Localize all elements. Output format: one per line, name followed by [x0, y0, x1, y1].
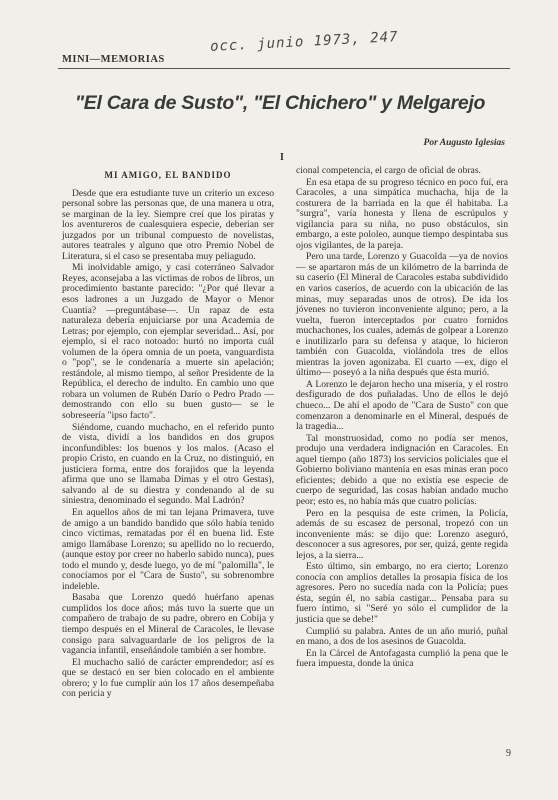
paragraph: Pero en la pesquisa de este crimen, la Policía, además de su escasez de personal, tropezó con un inconveniente más: se dijo que: Lorenzo aseguró, desconocer a sus agresores, por ser, quizá, gente regida lejos, a la sierra... [296, 507, 508, 561]
section-divider [58, 68, 510, 69]
page-number: 9 [506, 748, 511, 759]
paragraph: El muchacho salió de carácter emprendedor; así es que se destacó en ser bien colocado en el ambiente obrero; y lo fue cumplir aún los 17 años desempeñaba con pericia y [62, 656, 274, 700]
paragraph: cional competencia, el cargo de oficial de obras. [296, 165, 481, 176]
paragraph: Tal monstruosidad, como no podía ser menos, produjo una verdadera indignación en Caracoles. En aquel tiempo (año 1873) los servicios policiales que el Gobierno boliviano mantenía en esas minas eran poco eficientes; debido a que no existía ese especie de cuerpo de seguridad, las cosas habían andado mucho peor; esto es, no había más que cuatro policías. [296, 432, 508, 507]
paragraph: Desde que era estudiante tuve un criterio un exceso personal sobre las personas que, de una manera u otra, se marginan de la ley. Siempre creí que los piratas y los aventureros de cualesquiera especie, deberían ser juzgados por un tribunal compuesto de novelistas, autores teatrales y alguno que otro Premio Nobel de Literatura, si el caso se presentaba muy peliagudo. [62, 187, 274, 262]
paragraph: Esto último, sin embargo, no era cierto; Lorenzo conocía con amplios detalles la prosapia física de los agresores. Pero no sucedía nada con la Policía; pues ésta, según él, no sabía castigar... Pensaba para su fuero íntimo, si "Seré yo sólo el cumplidor de la justicia que se debe!" [296, 561, 508, 625]
part-number: I [280, 152, 284, 163]
right-column [296, 166, 508, 671]
paragraph: Pero una tarde, Lorenzo y Guacolda —ya de novios— se apartaron más de un kilómetro de la barrinda de su caserío (El Mineral de Caracoles estaba subdividido en varios caseríos, de acuerdo con la ubicación de las minas, muy separadas unos de otros). De ida los jóvenes no tuvieron inconveniente alguno; pero, a la vuelta, fueron interceptados por cuatro fornidos muchachones, los cuales, además de golpear a Lorenzo e inutilizarlo para su defensa y ataque, lo hicieron también con Guacolda, violándola tres de ellos mientras la joven agonizaba. El cuarto —ex, digo el último— poseyó a la niña después que ésta murió. [296, 251, 508, 379]
paragraph: Siéndome, cuando muchacho, en el referido punto de vista, dividí a los bandidos en dos grupos inconfundibles: los buenos y los malos. (Acaso el propio Cristo, en cuando en la Cruz, no distinguió, en justiciera forma, entre dos forajidos que la leyenda afirma que uno se llamaba Dimas y el otro Gestas), salvando al de su diestra y condenando al de su siniestra, denominado el segundo. Mal Ladrón? [62, 421, 274, 507]
paragraph: En la Cárcel de Antofagasta cumplió la pena que le fuera impuesta, donde la única [296, 647, 508, 670]
paragraph: Cumplió su palabra. Antes de un año murió, puñal en mano, a dos de los asesinos de Guacolda. [296, 625, 508, 648]
paragraph: Basaba que Lorenzo quedó huérfano apenas cumplidos los doce años; más tuvo la suerte que un compañero de trabajo de su padre, obrero en Cobija y tiempo después en el Mineral de Caracoles, le llevase consigo para salvaguardarle de los peligros de la vagancia infantil, enseñándole también a ser hombre. [62, 592, 274, 657]
article-byline: Por Augusto Iglesias [423, 138, 505, 148]
paragraph: Mi inolvidable amigo, y casi coterráneo Salvador Reyes, aconsejaba a las víctimas de robos de libros, un procedimiento bastante parecido: "¿Por qué llevar a esos ladrones a un Juzgado de Mayor o Menor Cuantía? —preguntábase—. Un rapaz de esta naturaleza debería enjuiciarse por una Academia de Letras; por ejemplo, con ejemplar severidad... Así, por ejemplo, si el raco notoado: hurtó no importa cuál volumen de la ópera omnia de un poeta, vanguardista o "pop", se le condenaría a muerte sin apelación; restándole, al mismo tiempo, al señor Presidente de la República, el derecho de indulto. En cambio uno que robara un volumen de Rubén Darío o Pedro Prado —demostrando con ello su buen gusto— se le sobreseería "ipso facto". [62, 262, 274, 422]
article-subheading: MI AMIGO, EL BANDIDO [104, 170, 232, 180]
left-column [62, 170, 274, 701]
article-title: "El Cara de Susto", "El Chichero" y Melgarejo [74, 92, 486, 114]
paragraph: En esa etapa de su progreso técnico en poco fuí, era Caracoles, a una simpática muchacha, hija de la costurera de la barriada en la que él habitaba. La "surgra", varía honesta y llena de escrúpulos y vigilancia para su niña, no puso obstáculos, sin embargo, a este pololeo, aunque tiempo despintaba sus ojos vigilantes, de la pareja. [296, 176, 508, 251]
handwritten-note: occ. junio 1973, 247 [209, 29, 399, 55]
paragraph: En aquellos años de mi tan lejana Primavera, tuve de amigo a un bandido bandido que sólo había tenido cinco víctimas, rematadas por él en buena lid. Este amigo llamábase Lorenzo; su apellido no lo recuerdo, (aunque estoy por creer no haberlo sabido nunca), pues todo el mundo y, desde luego, yo de mí "palomilla", le conocíamos por el "Cara de Susto", su sobrenombre indeleble. [62, 506, 274, 592]
section-label: MINI—MEMORIAS [62, 54, 165, 65]
paragraph: A Lorenzo le dejaron hecho una miseria, y el rostro desfigurado de dos puñaladas. Uno de ellos le dejó chueco... De ahí el apodo de "Cara de Susto" con que comenzaron a denominarle en el Mineral, después de la tragedia... [296, 378, 508, 433]
